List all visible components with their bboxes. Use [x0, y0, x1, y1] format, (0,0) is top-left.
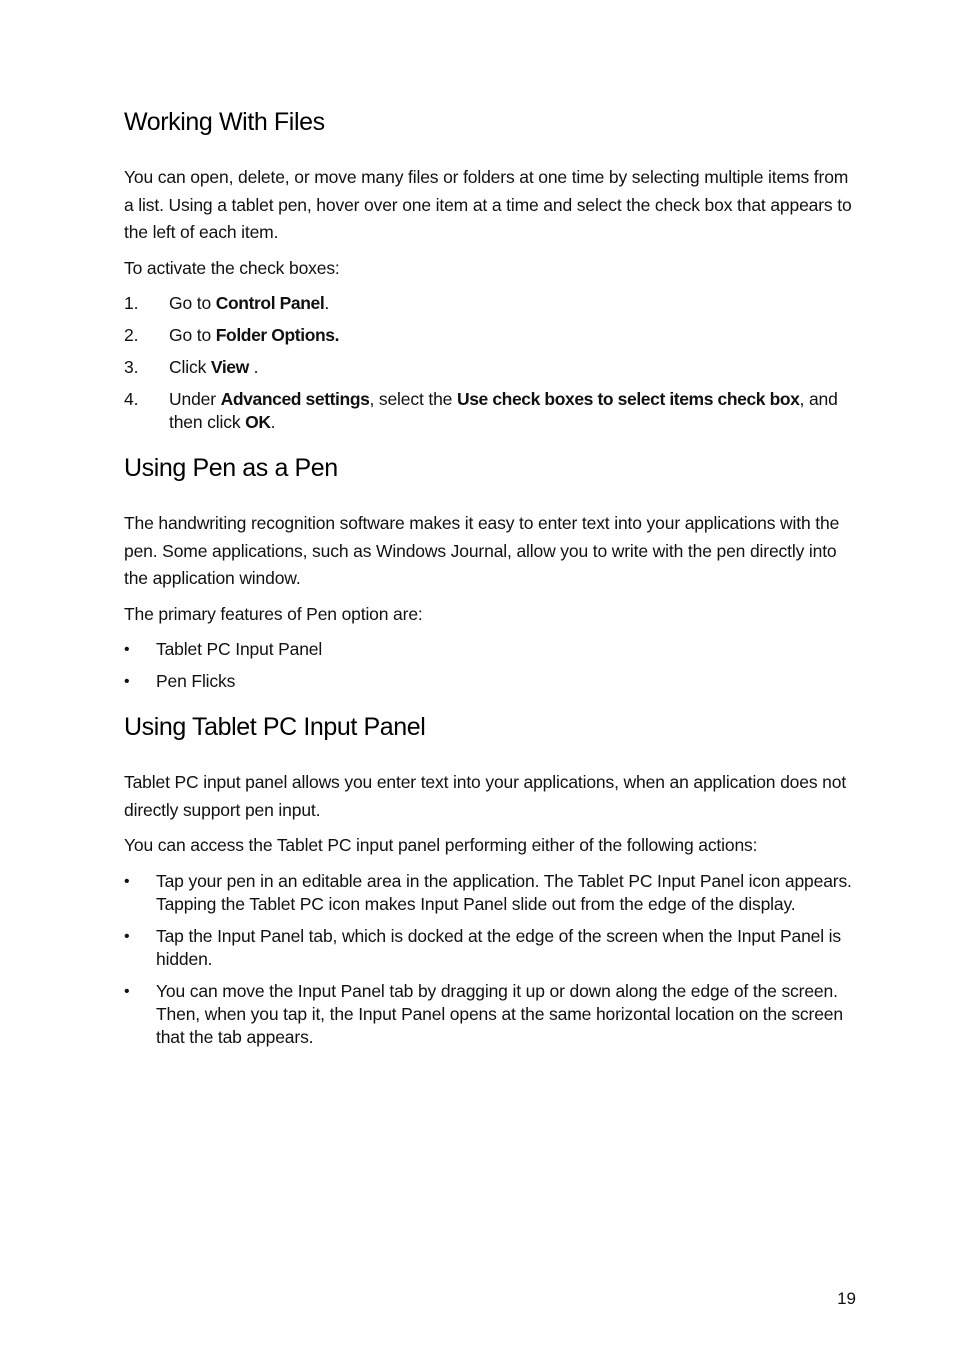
bullet-icon: • [124, 927, 130, 945]
list-item-text: Tap your pen in an editable area in the application. The Tablet PC Input Panel icon appears. Tapping the Tablet PC icon makes Input Panel slide out from the edge of the display. [156, 870, 852, 914]
ui-term: Advanced settings [220, 389, 370, 409]
list-item [124, 324, 859, 347]
step-text: , and then click [169, 389, 838, 432]
step-text: . [248, 357, 259, 377]
list-item-text: Pen Flicks [156, 671, 236, 691]
ui-term: Control Panel [215, 293, 325, 313]
step-text: , select the [369, 389, 457, 409]
ui-term: View [210, 357, 249, 377]
heading-using-tablet-pc-input-panel: Using Tablet PC Input Panel [124, 713, 426, 741]
list-item [124, 292, 859, 315]
ui-term: OK [245, 412, 271, 432]
list-item [124, 870, 859, 916]
section-using-pen-as-a-pen [124, 450, 859, 693]
page-number: 19 [837, 1289, 856, 1308]
step-text: . [324, 293, 330, 313]
page-content [124, 104, 859, 1058]
bullet-list [124, 870, 859, 1049]
bullet-icon: • [124, 872, 130, 890]
list-item [124, 980, 859, 1049]
steps-list [124, 292, 859, 434]
step-text: Go to [169, 325, 216, 345]
step-number: 1. [124, 293, 139, 313]
step-number: 2. [124, 325, 139, 345]
heading-working-with-files: Working With Files [124, 108, 325, 136]
list-item-text: Tap the Input Panel tab, which is docked at the edge of the screen when the Input Panel is hidden. [156, 925, 842, 969]
section-using-tablet-pc-input-panel [124, 709, 859, 1049]
ui-term: Use check boxes to select items check box [456, 389, 800, 409]
bullet-list [124, 638, 859, 693]
list-item [124, 670, 859, 693]
step-number: 4. [124, 389, 139, 409]
paragraph: Tablet PC input panel allows you enter text into your applications, when an application does not directly support pen input. [124, 772, 847, 820]
step-number: 3. [124, 357, 139, 377]
list-item [124, 638, 859, 661]
section-working-with-files [124, 104, 859, 434]
list-item [124, 388, 859, 434]
list-item-text: You can move the Input Panel tab by dragging it up or down along the edge of the screen. Then, when you tap it, the Input Panel opens at the same horizontal location on the screen that the tab appears. [156, 980, 843, 1047]
bullet-icon: • [124, 641, 130, 658]
step-text: Under [169, 389, 221, 409]
ui-term: Folder Options. [215, 325, 340, 345]
step-text: Go to [169, 293, 216, 313]
paragraph: The primary features of Pen option are: [124, 603, 423, 624]
bullet-icon: • [124, 982, 130, 1000]
step-text: Click [169, 357, 211, 377]
list-item-text: Tablet PC Input Panel [156, 639, 323, 659]
step-text: . [270, 412, 276, 432]
bullet-icon: • [124, 673, 130, 690]
paragraph: The handwriting recognition software makes it easy to enter text into your applications with the pen. Some applications, such as Windows Journal, allow you to write with the pen directly into the application window. [124, 513, 840, 588]
paragraph: To activate the check boxes: [124, 257, 340, 278]
list-item [124, 925, 859, 971]
paragraph: You can open, delete, or move many files or folders at one time by selecting multiple items from a list. Using a tablet pen, hover over one item at a time and select the check box that appears to the left of each item. [124, 167, 852, 242]
list-item [124, 356, 859, 379]
paragraph: You can access the Tablet PC input panel performing either of the following actions: [124, 835, 758, 855]
heading-using-pen-as-a-pen: Using Pen as a Pen [124, 454, 338, 482]
